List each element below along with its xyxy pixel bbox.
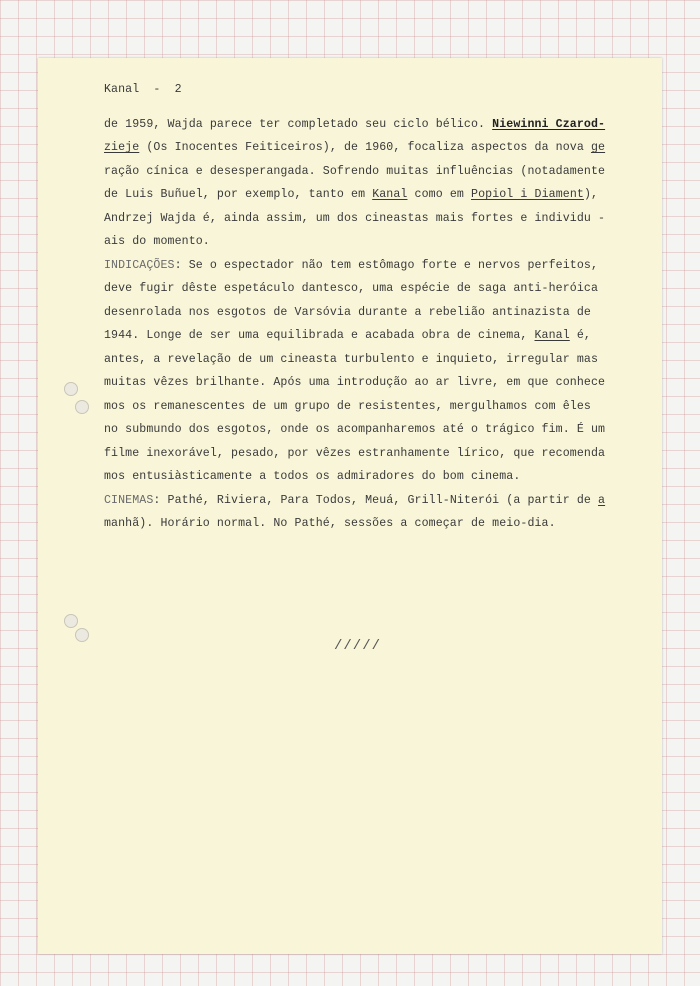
text-line: [104, 136, 652, 160]
text-line: ração cínica e desesperangada. Sofrendo muitas influências (notadamente: [104, 164, 606, 178]
text-line: ais do momento.: [104, 235, 210, 248]
punch-hole-2: [75, 400, 89, 414]
text-line: no submundo dos esgotos, onde os acompanharemos até o trágico fim. É um: [104, 423, 606, 436]
text-line: deve fugir dêste espetáculo dantesco, uma espécie de saga anti-heróica: [104, 282, 599, 295]
text-line: [104, 113, 652, 137]
document-text: [104, 78, 652, 536]
film-title-kanal: Kanal: [372, 188, 408, 201]
film-title-niewinni: Niewinni Czarod-: [492, 117, 606, 131]
page-header: Kanal - 2: [104, 83, 182, 96]
text-span: como em: [407, 188, 472, 201]
text-span: de 1959, Wajda parece ter completado seu ciclo bélico.: [104, 117, 493, 131]
text-line: desenrolada nos esgotos de Varsóvia durante a rebelião antinazista de: [104, 305, 591, 319]
text-line: [104, 183, 652, 207]
text-line: Andrzej Wajda é, ainda assim, um dos cineastas mais fortes e individu -: [104, 211, 606, 225]
typewritten-page: [38, 58, 662, 954]
text-span: de Luis Buñuel, por exemplo, tanto em: [104, 188, 373, 201]
section-label-indicacoes: INDICAÇÕES: [104, 258, 175, 272]
text-line: [104, 254, 652, 278]
film-title-niewinni-cont: zieje: [104, 141, 140, 154]
punch-hole-3: [64, 614, 78, 628]
punch-hole-1: [64, 382, 78, 396]
film-title-popiol: Popiol i Diament: [471, 188, 584, 201]
text-line: muitas vêzes brilhante. Após uma introdução ao ar livre, em que conhece: [104, 376, 606, 389]
text-line: [104, 324, 652, 348]
text-span: : Se o espectador não tem estômago forte e nervos perfeitos,: [174, 258, 599, 272]
text-line: antes, a revelação de um cineasta turbulento e inquieto, irregular mas: [104, 352, 599, 366]
text-span: (Os Inocentes Feiticeiros), de 1960, focaliza aspectos da nova: [139, 141, 591, 154]
text-span: : Pathé, Riviera, Para Todos, Meuá, Grill-Niterói (a partir de: [153, 493, 599, 507]
text-line: manhã). Horário normal. No Pathé, sessões a começar de meio-dia.: [104, 517, 556, 530]
film-title-kanal: Kanal: [534, 329, 570, 342]
text-span: é,: [569, 329, 591, 342]
section-label-cinemas: CINEMAS: [104, 493, 154, 507]
section-divider: /////: [334, 638, 382, 654]
text-line: filme inexorável, pesado, por vêzes estranhamente lírico, que recomenda: [104, 446, 606, 460]
text-line: mos os remanescentes de um grupo de resistentes, mergulhamos com êles: [104, 399, 591, 413]
text-line: [104, 489, 652, 513]
punch-hole-4: [75, 628, 89, 642]
underlined-syllable: ge: [590, 141, 606, 154]
text-span: 1944. Longe de ser uma equilibrada e acabada obra de cinema,: [104, 329, 535, 342]
text-line: mos entusiàsticamente a todos os admiradores do bom cinema.: [104, 470, 521, 483]
text-span: ),: [583, 188, 599, 201]
underlined-letter: a: [598, 493, 606, 507]
